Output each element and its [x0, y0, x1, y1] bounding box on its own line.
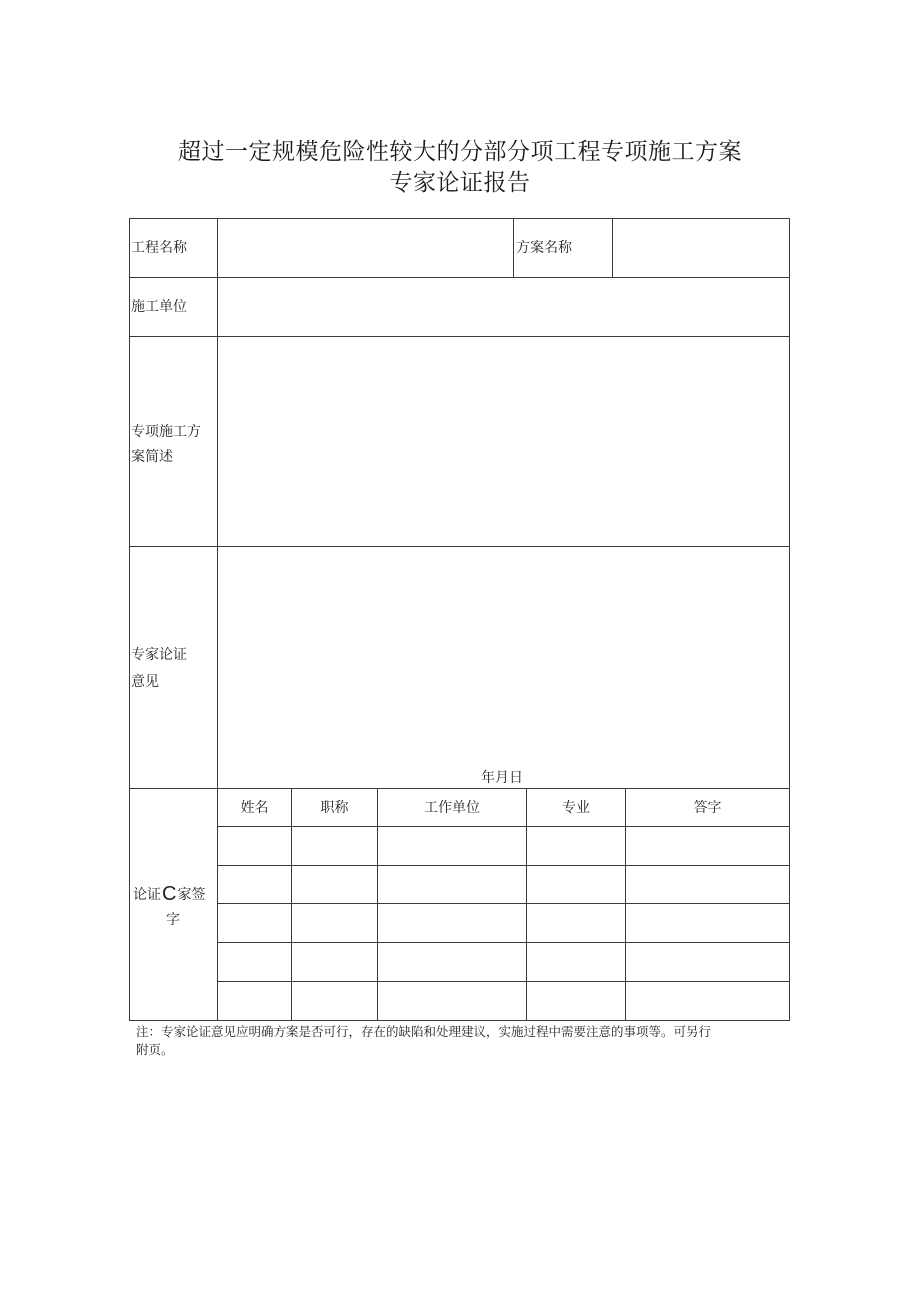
- expert-row-1-title-cell[interactable]: [292, 827, 377, 865]
- header-specialty: 专业: [562, 800, 590, 816]
- signature-label-c: C: [162, 883, 177, 905]
- expert-row-4-unit-cell[interactable]: [378, 943, 526, 981]
- expert-row-3-specialty-cell[interactable]: [527, 904, 625, 942]
- expert-row-2: [218, 866, 789, 903]
- expert-row-4: [218, 943, 789, 981]
- header-work-unit: 工作单位: [424, 800, 480, 816]
- construction-unit-field[interactable]: [218, 278, 789, 336]
- project-name-label: 工程名称: [131, 240, 187, 256]
- expert-row-1: [218, 827, 789, 865]
- table-border-right: [789, 218, 790, 1021]
- document-title-line1: 超过一定规模危险性较大的分部分项工程专项施工方案: [178, 139, 742, 165]
- table-border-left: [129, 218, 130, 1021]
- expert-opinion-label-line1: 专家论证: [131, 647, 187, 663]
- row-divider-4: [129, 788, 790, 789]
- header-name: 姓名: [240, 800, 269, 816]
- expert-row-2-unit-cell[interactable]: [378, 866, 526, 903]
- expert-row-2-specialty-cell[interactable]: [527, 866, 625, 903]
- header-signature: 答字: [693, 800, 722, 816]
- expert-row-2-title-cell[interactable]: [292, 866, 377, 903]
- expert-row-1-specialty-cell[interactable]: [527, 827, 625, 865]
- footnote-line2: 附页。: [136, 1042, 174, 1057]
- expert-row-5: [218, 982, 789, 1020]
- expert-row-4-title-cell[interactable]: [292, 943, 377, 981]
- expert-row-2-name-cell[interactable]: [218, 866, 291, 903]
- date-label: 年月日: [481, 770, 523, 786]
- header-title: 职称: [320, 800, 349, 816]
- scheme-summary-label-line1: 专项施工方: [131, 424, 201, 440]
- expert-row-2-signature-cell[interactable]: [626, 866, 789, 903]
- expert-row-5-title-cell[interactable]: [292, 982, 377, 1020]
- expert-row-5-name-cell[interactable]: [218, 982, 291, 1020]
- expert-row-3-name-cell[interactable]: [218, 904, 291, 942]
- expert-row-3-unit-cell[interactable]: [378, 904, 526, 942]
- footnote-line1: 注：专家论证意见应明确方案是否可行，存在的缺陷和处理建议，实施过程中需要注意的事项等。可另行: [136, 1024, 712, 1039]
- expert-row-4-name-cell[interactable]: [218, 943, 291, 981]
- scheme-name-field[interactable]: [613, 219, 789, 277]
- construction-unit-label: 施工单位: [131, 299, 187, 315]
- signature-label-suffix: 家签: [177, 887, 206, 903]
- table-border-bottom: [129, 1020, 790, 1021]
- project-name-field[interactable]: [218, 219, 513, 277]
- document-title-line2: 专家论证报告: [389, 170, 531, 196]
- scheme-summary-label-line2: 案简述: [131, 449, 173, 465]
- signature-label-prefix: 论证: [133, 887, 161, 903]
- scheme-name-label: 方案名称: [516, 240, 572, 256]
- expert-opinion-field[interactable]: [218, 547, 789, 762]
- expert-row-5-unit-cell[interactable]: [378, 982, 526, 1020]
- expert-row-3: [218, 904, 789, 942]
- expert-row-1-unit-cell[interactable]: [378, 827, 526, 865]
- expert-row-1-name-cell[interactable]: [218, 827, 291, 865]
- scheme-name-left-divider: [513, 218, 514, 278]
- expert-row-3-signature-cell[interactable]: [626, 904, 789, 942]
- expert-row-4-specialty-cell[interactable]: [527, 943, 625, 981]
- signature-label-line2: 字: [166, 912, 180, 928]
- expert-row-5-signature-cell[interactable]: [626, 982, 789, 1020]
- signature-label-line1: [133, 882, 205, 908]
- expert-row-4-signature-cell[interactable]: [626, 943, 789, 981]
- scheme-summary-field[interactable]: [218, 337, 789, 546]
- footnote: [136, 1023, 796, 1059]
- expert-row-5-specialty-cell[interactable]: [527, 982, 625, 1020]
- expert-opinion-label-line2: 意见: [131, 674, 159, 690]
- expert-row-3-title-cell[interactable]: [292, 904, 377, 942]
- expert-row-1-signature-cell[interactable]: [626, 827, 789, 865]
